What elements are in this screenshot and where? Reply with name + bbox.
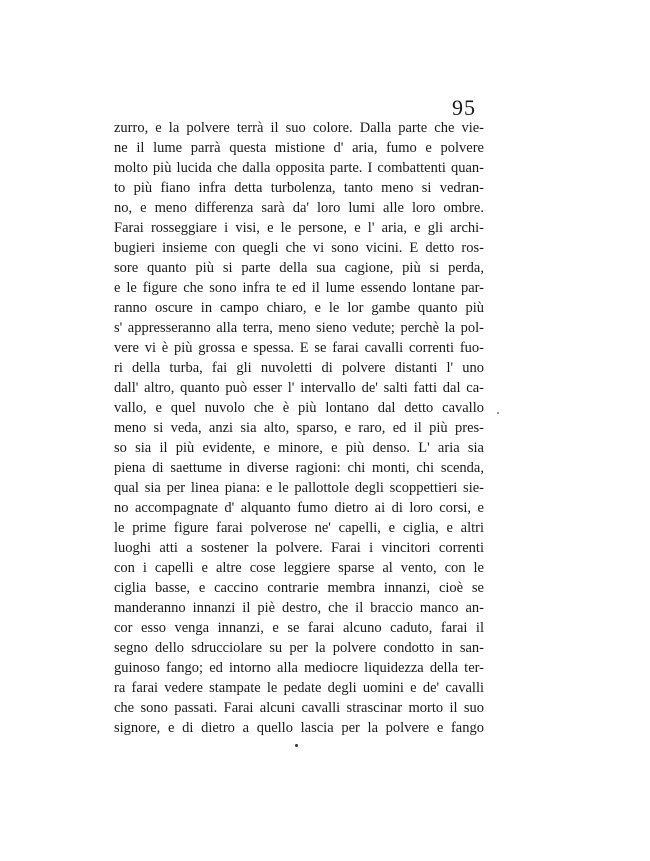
text-line: le prime figure farai polverose ne' capelli, e ciglia, e altri: [114, 520, 484, 536]
text-line: e le figure che sono infra te ed il lume essendo lontane par-: [114, 280, 484, 296]
text-line: ciglia basse, e caccino contrarie membra innanzi, cioè se: [114, 580, 484, 596]
text-line: no accompagnate d' alquanto fumo dietro ai di loro corsi, e: [114, 500, 484, 516]
text-line: vallo, e quel nuvolo che è più lontano dal detto cavallo: [114, 400, 484, 416]
text-line: segno dello sdrucciolare su per la polvere condotto in san-: [114, 640, 484, 656]
text-line: vere vi è più grossa e spessa. E se farai cavalli correnti fuo-: [114, 340, 484, 356]
text-line: guinoso fango; ed intorno alla mediocre liquidezza della ter-: [114, 660, 484, 676]
text-line: qual sia per linea piana: e le pallottole degli scoppettieri sie-: [114, 480, 484, 496]
text-line: manderanno innanzi il piè destro, che il braccio manco an-: [114, 600, 484, 616]
text-line: so sia il più evidente, e minore, e più denso. L' aria sia: [114, 440, 484, 456]
text-line: Farai rosseggiare i visi, e le persone, e l' aria, e gli archi-: [114, 220, 484, 236]
text-line: s' appresseranno alla terra, meno sieno vedute; perchè la pol-: [114, 320, 484, 336]
text-line: bugieri insieme con quegli che vi sono vicini. E detto ros-: [114, 240, 484, 256]
text-line: con i capelli e altre cose leggiere sparse al vento, con le: [114, 560, 484, 576]
paper-speck: [497, 412, 499, 414]
text-line: cor esso venga innanzi, e se farai alcuno caduto, farai il: [114, 620, 484, 636]
footer-dot: [295, 744, 298, 747]
text-line: luoghi atti a sostener la polvere. Farai i vincitori correnti: [114, 540, 484, 556]
text-line: che sono passati. Farai alcuni cavalli strascinar morto il suo: [114, 700, 484, 716]
page-number: 95: [452, 95, 476, 120]
text-line: ra farai vedere stampate le pedate degli uomini e de' cavalli: [114, 680, 484, 696]
text-line: dall' altro, quanto può esser l' intervallo de' salti fatti dal ca-: [114, 380, 484, 396]
text-line: ri della turba, fai gli nuvoletti di polvere distanti l' uno: [114, 360, 484, 376]
text-line: molto più lucida che dalla opposita parte. I combattenti quan-: [114, 160, 484, 176]
text-line: ne il lume parrà questa mistione d' aria, fumo e polvere: [114, 140, 484, 156]
text-line: ranno oscure in campo chiaro, e le lor gambe quanto più: [114, 300, 484, 316]
text-line: sore quanto più si parte della sua cagione, più si perda,: [114, 260, 484, 276]
text-line: signore, e di dietro a quello lascia per la polvere e fango: [114, 720, 484, 736]
text-line: piena di saettume in diverse ragioni: chi monti, chi scenda,: [114, 460, 484, 476]
text-line: to più fiano infra detta turbolenza, tanto meno si vedran-: [114, 180, 484, 196]
body-text: [114, 118, 484, 738]
text-line: meno si veda, anzi sia alto, sparso, e raro, ed il più pres-: [114, 420, 484, 436]
text-line: no, e meno differenza sarà da' loro lumi alle loro ombre.: [114, 200, 484, 216]
text-line: zurro, e la polvere terrà il suo colore. Dalla parte che vie-: [114, 120, 484, 136]
